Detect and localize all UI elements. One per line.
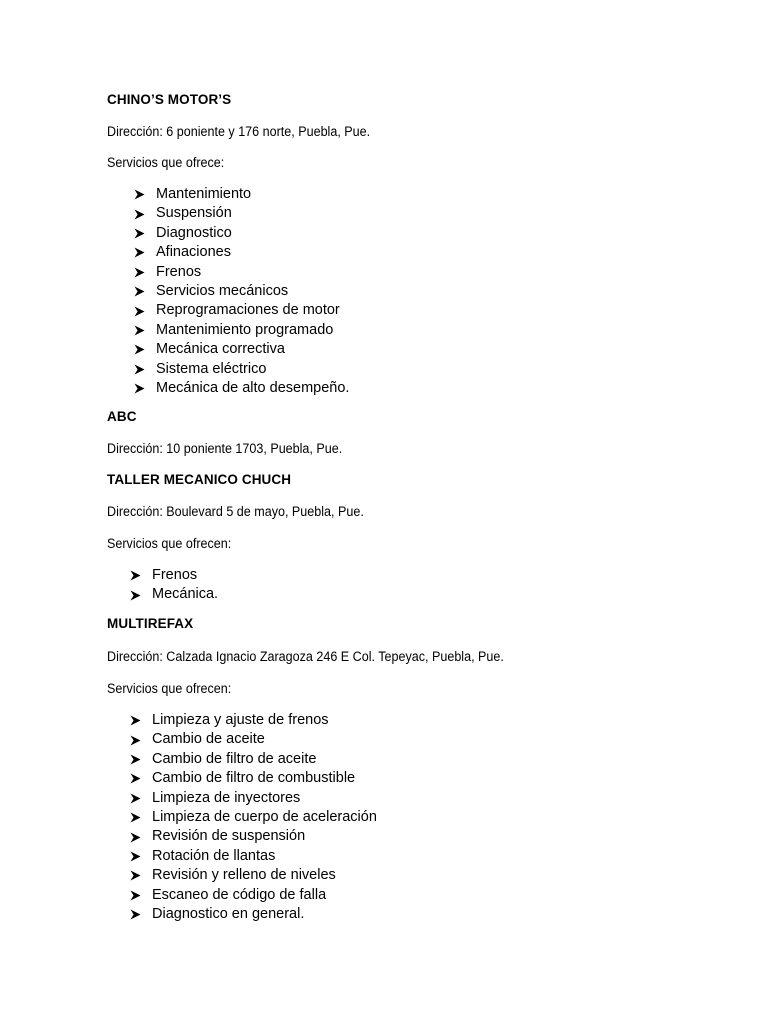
- list-item-label: Limpieza de inyectores: [152, 789, 301, 806]
- list-item: [152, 566, 218, 585]
- arrowhead-bullet-icon: [130, 808, 142, 827]
- list-item: [152, 886, 377, 905]
- list-item-label: Diagnostico en general.: [152, 905, 305, 922]
- arrowhead-bullet-icon: [134, 340, 146, 359]
- list-item-label: Afinaciones: [156, 244, 231, 261]
- list-item-label: Cambio de filtro de aceite: [152, 750, 317, 767]
- list-item-label: Limpieza y ajuste de frenos: [152, 712, 329, 728]
- list-item-label: Limpieza de cuerpo de aceleración: [152, 808, 377, 825]
- section-address-taller-mecanico-chuch: Dirección: Boulevard 5 de mayo, Puebla, Pue.: [107, 504, 364, 519]
- services-list-taller-mecanico-chuch: [152, 566, 218, 605]
- arrowhead-bullet-icon: [130, 566, 142, 585]
- list-item-label: Mantenimiento programado: [156, 321, 334, 338]
- list-item-label: Suspensión: [156, 205, 232, 222]
- list-item: [156, 321, 349, 340]
- list-item-label: Cambio de aceite: [152, 731, 265, 748]
- list-item: [152, 905, 377, 924]
- list-item: [156, 204, 349, 223]
- list-item: [152, 866, 377, 885]
- list-item: [156, 340, 349, 359]
- arrowhead-bullet-icon: [134, 301, 146, 320]
- list-item-label: Mecánica correctiva: [156, 341, 285, 358]
- list-item: [156, 282, 349, 301]
- list-item-label: Mecánica.: [152, 586, 219, 603]
- arrowhead-bullet-icon: [130, 847, 142, 866]
- section-address-multirefax: Dirección: Calzada Ignacio Zaragoza 246 E Col. Tepeyac, Puebla, Pue.: [107, 649, 504, 664]
- list-item-label: Revisión de suspensión: [152, 828, 306, 845]
- list-item-label: Sistema eléctrico: [156, 360, 267, 377]
- list-item: [152, 769, 377, 788]
- list-item-label: Diagnostico: [156, 224, 232, 241]
- arrowhead-bullet-icon: [130, 711, 142, 730]
- list-item: [152, 789, 377, 808]
- list-item-label: Frenos: [156, 263, 202, 280]
- arrowhead-bullet-icon: [134, 282, 146, 301]
- section-services-label-taller-mecanico-chuch: Servicios que ofrecen:: [107, 536, 232, 551]
- arrowhead-bullet-icon: [134, 360, 146, 379]
- list-item-label: Reprogramaciones de motor: [156, 302, 340, 319]
- section-address-chinos-motors: Dirección: 6 poniente y 176 norte, Puebla, Pue.: [107, 124, 371, 139]
- list-item: [156, 360, 349, 379]
- arrowhead-bullet-icon: [130, 827, 142, 846]
- section-title-multirefax: MULTIREFAX: [107, 616, 194, 631]
- list-item: [152, 711, 377, 730]
- list-item: [156, 243, 349, 262]
- section-title-taller-mecanico-chuch: TALLER MECANICO CHUCH: [107, 472, 292, 487]
- arrowhead-bullet-icon: [130, 866, 142, 885]
- list-item: [152, 847, 377, 866]
- list-item-label: Escaneo de código de falla: [152, 886, 327, 903]
- arrowhead-bullet-icon: [130, 750, 142, 769]
- arrowhead-bullet-icon: [134, 263, 146, 282]
- section-title-abc: ABC: [107, 409, 137, 424]
- list-item-label: Rotación de llantas: [152, 847, 276, 864]
- arrowhead-bullet-icon: [134, 321, 146, 340]
- section-services-label-chinos-motors: Servicios que ofrece:: [107, 155, 225, 170]
- section-title-chinos-motors: CHINO’S MOTOR’S: [107, 92, 232, 107]
- arrowhead-bullet-icon: [130, 886, 142, 905]
- arrowhead-bullet-icon: [134, 204, 146, 223]
- section-address-abc: Dirección: 10 poniente 1703, Puebla, Pue.: [107, 441, 343, 456]
- list-item: [152, 808, 377, 827]
- list-item: [152, 750, 377, 769]
- arrowhead-bullet-icon: [134, 243, 146, 262]
- list-item: [156, 185, 349, 204]
- list-item: [156, 301, 349, 320]
- list-item-label: Cambio de filtro de combustible: [152, 770, 356, 787]
- arrowhead-bullet-icon: [134, 224, 146, 243]
- arrowhead-bullet-icon: [134, 185, 146, 204]
- list-item: [156, 224, 349, 243]
- arrowhead-bullet-icon: [130, 730, 142, 749]
- list-item-label: Mecánica de alto desempeño.: [156, 379, 350, 396]
- list-item: [156, 379, 349, 398]
- list-item: [156, 263, 349, 282]
- services-list-chinos-motors: [156, 185, 349, 398]
- arrowhead-bullet-icon: [130, 769, 142, 788]
- arrowhead-bullet-icon: [130, 789, 142, 808]
- services-list-multirefax: [152, 711, 377, 924]
- list-item: [152, 730, 377, 749]
- arrowhead-bullet-icon: [134, 379, 146, 398]
- list-item-label: Servicios mecánicos: [156, 282, 289, 299]
- list-item-label: Frenos: [152, 567, 198, 583]
- section-services-label-multirefax: Servicios que ofrecen:: [107, 681, 232, 696]
- list-item: [152, 827, 377, 846]
- list-item: [152, 585, 218, 604]
- list-item-label: Revisión y relleno de niveles: [152, 867, 336, 884]
- list-item-label: Mantenimiento: [156, 186, 252, 202]
- arrowhead-bullet-icon: [130, 585, 142, 604]
- arrowhead-bullet-icon: [130, 905, 142, 924]
